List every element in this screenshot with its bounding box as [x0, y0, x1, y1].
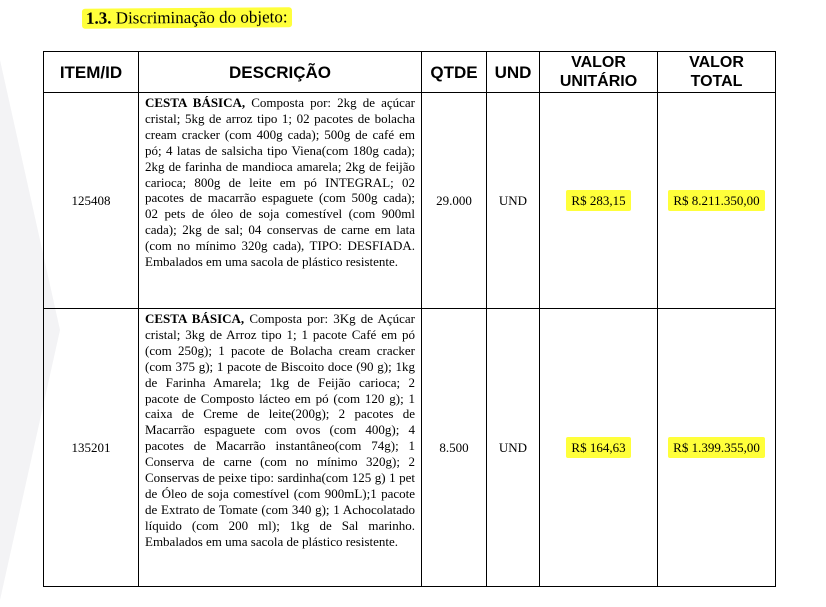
section-title: Discriminação do objeto:: [115, 7, 288, 28]
header-valor-unitario-line1: VALOR: [571, 54, 626, 71]
cell-descricao: [139, 309, 422, 587]
header-valor-total-line1: VALOR: [689, 54, 744, 71]
cell-valor-unitario: [540, 93, 658, 309]
section-number: 1.3.: [85, 8, 112, 28]
highlighted-value: R$ 283,15: [566, 190, 630, 211]
cell-valor-total: [658, 309, 776, 587]
item-description: Composta por: 2kg de açúcar cristal; 5kg de arroz tipo 1; 02 pacotes de bolacha cream cracker (com 400g cada); 500g de café em pó; 4 latas de salsicha tipo Viena(com 180g cada); 2kg de farinha de mandioca amarela; 2kg de feijão carioca; 800g de leite em pó INTEGRAL; 02 pacotes de macarrão espaguete (com 500g cada); 02 pets de óleo de soja comestível (com 900ml cada); 2kg de sal; 04 conservas de carne em lata (com no mínimo 320g cada), TIPO: DESFIADA. Embalados em uma sacola de plástico resistente.: [145, 95, 416, 270]
cell-und: UND: [487, 93, 540, 309]
header-qtde: QTDE: [422, 52, 487, 93]
cell-valor-total: [658, 93, 776, 309]
item-title: CESTA BÁSICA,: [145, 311, 245, 326]
cell-item: 125408: [44, 93, 139, 309]
header-und: UND: [487, 52, 540, 93]
section-heading: [82, 7, 292, 28]
header-valor-total-line2: TOTAL: [690, 73, 743, 90]
cell-und: UND: [487, 309, 540, 587]
object-table: [43, 51, 776, 587]
header-valor-total: [658, 52, 776, 93]
highlighted-value: R$ 1.399.355,00: [668, 437, 765, 458]
header-valor-unitario: [540, 52, 658, 93]
header-descricao: DESCRIÇÃO: [139, 52, 422, 93]
cell-qtde: 29.000: [422, 93, 487, 309]
table-header-row: [44, 52, 776, 93]
item-description: Composta por: 3Kg de Açúcar cristal; 3kg de Arroz tipo 1; 1 pacote Café em pó (com 250g); 1 pacote de Bolacha cream cracker (com 375 g); 1 pacote de Biscoito doce (90 g); 1kg de Farinha Amarela; 1kg de Feijão carioca; 2 pacote de Composto lácteo em pó (com 120 g); 1 caixa de Creme de leite(200g); 2 pacotes de Macarrão espaguete com ovos (com 400g); 4 pacotes de Macarrão instantâneo(com 74g); 1 Conserva de carne (com no mínimo 320g); 2 Conservas de peixe tipo: sardinha(com 125 g) 1 pet de Óleo de soja comestível (com 900mL);1 pacote de Extrato de Tomate (com 340 g); 1 Achocolatado líquido (com 200 ml); 1kg de Sal marinho. Embalados em uma sacola de plástico resistente.: [145, 311, 415, 549]
cell-valor-unitario: [540, 309, 658, 587]
header-valor-unitario-line2: UNITÁRIO: [559, 73, 638, 90]
item-title: CESTA BÁSICA,: [145, 95, 246, 110]
table-row: [44, 93, 776, 309]
cell-descricao: [139, 93, 422, 309]
highlighted-value: R$ 164,63: [566, 437, 630, 458]
header-item: ITEM/ID: [44, 52, 139, 93]
cell-item: 135201: [44, 309, 139, 587]
table-row: [44, 309, 776, 587]
highlighted-value: R$ 8.211.350,00: [668, 190, 764, 211]
cell-qtde: 8.500: [422, 309, 487, 587]
